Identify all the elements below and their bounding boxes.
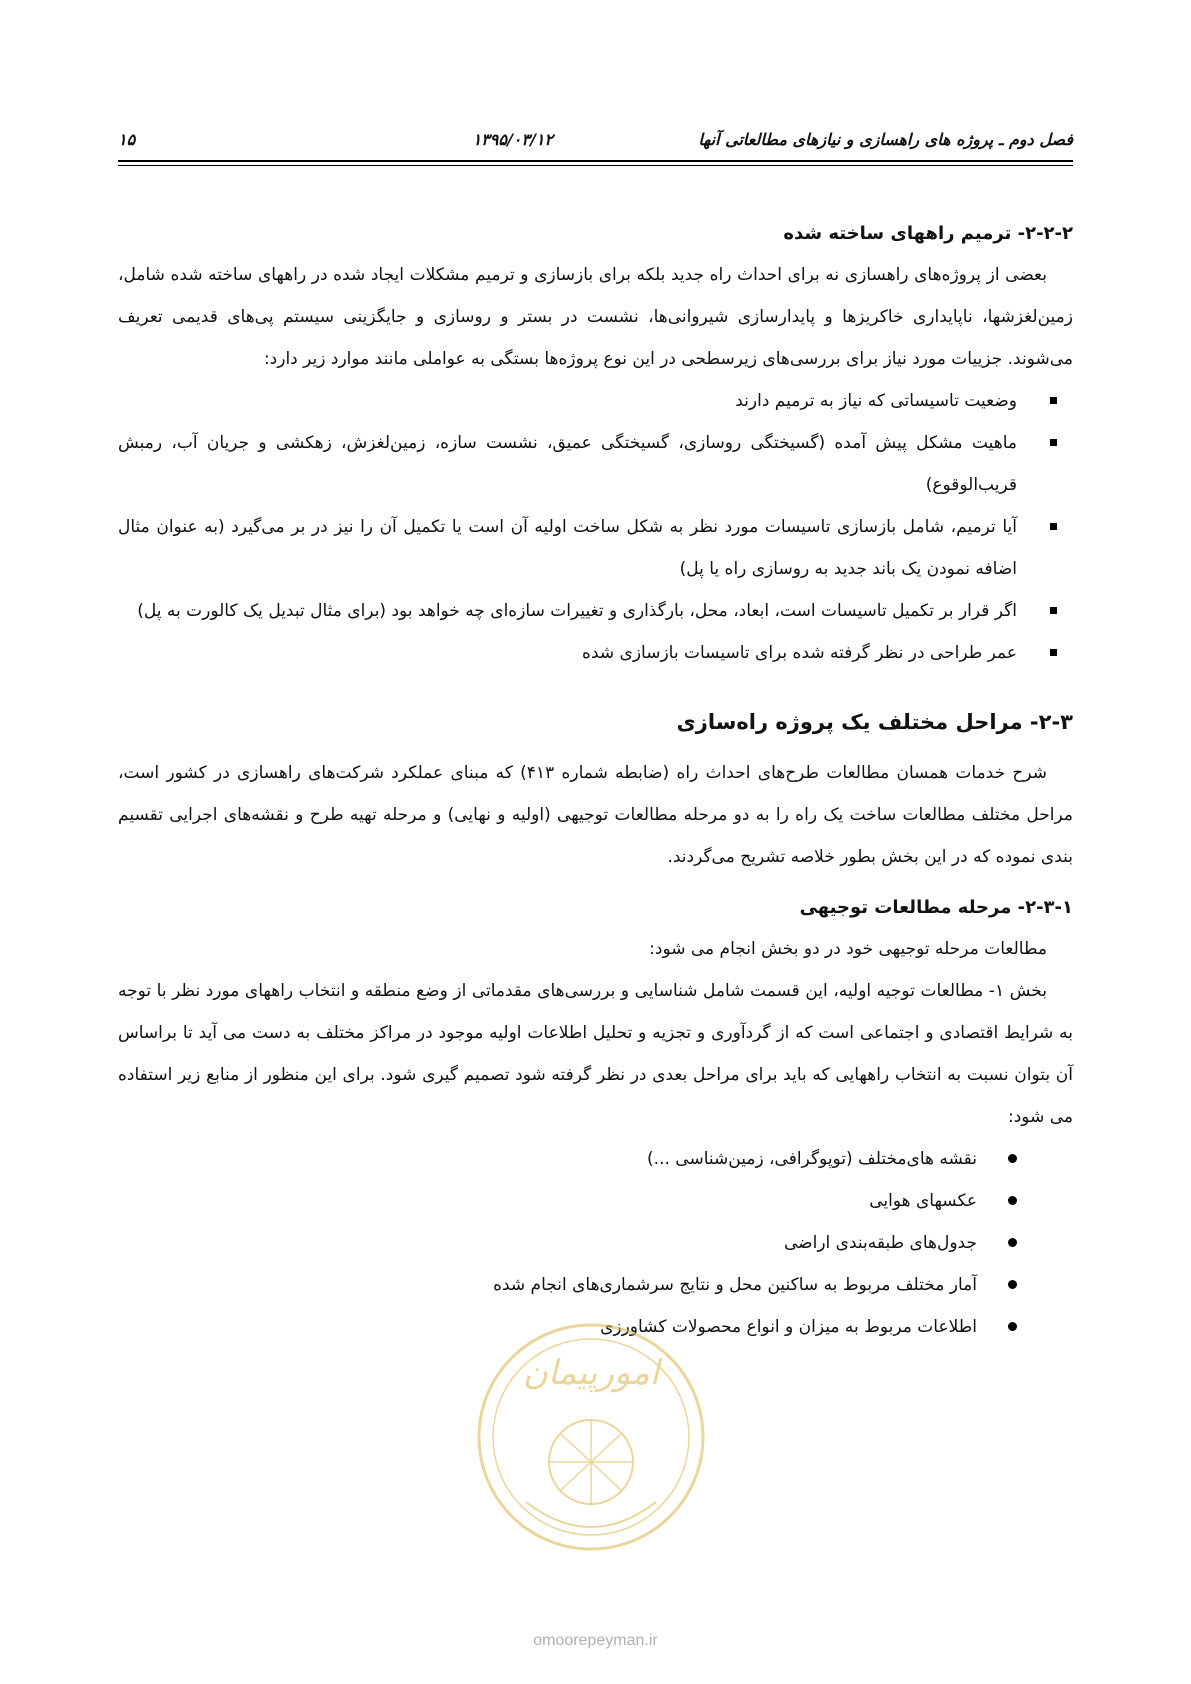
list-item: وضعیت تاسیساتی که نیاز به ترمیم دارند xyxy=(118,380,1073,422)
watermark-lettering: امورپیمان xyxy=(522,1353,660,1393)
page-number: ۱۵ xyxy=(118,130,136,149)
page-content xyxy=(118,214,1073,1348)
list-item: نقشه های‌مختلف (توپوگرافی، زمین‌شناسی ...) xyxy=(118,1138,1033,1180)
list-item: آیا ترمیم، شامل بازسازی تاسیسات مورد نظر به شکل ساخت اولیه آن است یا تکمیل آن را نیز در بر می‌گیرد (به عنوان مثال اضافه نمودن یک باند جدید به روسازی راه یا پل) xyxy=(118,506,1073,590)
list-item: اطلاعات مربوط به میزان و انواع محصولات کشاورزی xyxy=(118,1306,1033,1348)
header-rule-thin xyxy=(118,165,1073,166)
list-item: جدول‌های طبقه‌بندی اراضی xyxy=(118,1222,1033,1264)
header-date: ۱۳۹۵/۰۳/۱۲ xyxy=(472,130,553,149)
paragraph: مطالعات مرحله توجیهی خود در دو بخش انجام می شود: xyxy=(649,939,1047,959)
section-heading-2-3: ۲-۳- مراحل مختلف یک پروژه راه‌سازی xyxy=(676,710,1073,734)
paragraph: بعضی از پروژه‌های راهسازی نه برای احداث راه جدید بلکه برای بازسازی و ترمیم مشکلات ایجاد شده در راههای ساخته شده شامل، زمین‌لغزشها، ناپایداری خاکریزها و پایدارسازی شیروانی‌ها، نشست در بستر و روسازی و جایگزینی سیستم پی‌های قدیمی تعریف می‌شوند. جزییات مورد نیاز برای بررسی‌های زیرسطحی در این نوع پروژه‌ها بستگی به عواملی مانند موارد زیر دارد: xyxy=(118,265,1073,369)
paragraph: شرح خدمات همسان مطالعات طرح‌های احداث راه (ضابطه شماره ۴۱۳) که مبنای عملکرد شرکت‌های راهسازی در کشور است، مراحل مختلف مطالعات ساخت یک راه را به دو مرحله مطالعات توجیهی (اولیه و نهایی) و مرحله تهیه طرح و نقشه‌های اجرایی تقسیم بندی نموده که در این بخش بطور خلاصه تشریح می‌گردند. xyxy=(118,763,1073,867)
list-item: ماهیت مشکل پیش آمده (گسیختگی روسازی، گسیختگی عمیق، نشست سازه، زمین‌لغزش، زهکشی و جریان آب، رمبش قریب‌الوقوع) xyxy=(118,422,1073,506)
site-watermark: omoorepeyman.ir xyxy=(533,1632,658,1649)
list-item: عکسهای هوایی xyxy=(118,1180,1033,1222)
watermark-seal-icon xyxy=(466,1312,716,1582)
section-heading-2-3-1: ۲-۳-۱- مرحله مطالعات توجیهی xyxy=(799,897,1073,918)
list-item: اگر قرار بر تکمیل تاسیسات است، ابعاد، محل، بارگذاری و تغییرات سازه‌ای چه خواهد بود (برای مثال تبدیل یک کالورت به پل) xyxy=(118,590,1073,632)
square-bullet-list xyxy=(118,380,1073,674)
paragraph: بخش ۱- مطالعات توجیه اولیه، این قسمت شامل شناسایی و بررسی‌های مقدماتی از وضع منطقه و انتخاب راههای مورد نظر با توجه به شرایط اقتصادی و اجتماعی است که از گردآوری و تجزیه و تحلیل اطلاعات اولیه موجود در مراکز مختلف به دست می آید تا براساس آن بتوان نسبت به انتخاب راههایی که باید برای مراحل بعدی در نظر گرفته شود تصمیم گیری شود. برای این منظور از منابع زیر استفاده می شود: xyxy=(118,981,1073,1127)
chapter-title: فصل دوم ـ پروژه های راهسازی و نیازهای مطالعاتی آنها xyxy=(698,130,1073,149)
header-rule-thick xyxy=(118,160,1073,162)
running-header xyxy=(118,130,1073,156)
list-item: آمار مختلف مربوط به ساکنین محل و نتایج سرشماری‌های انجام شده xyxy=(118,1264,1033,1306)
section-heading-2-2-2: ۲-۲-۲- ترمیم راههای ساخته شده xyxy=(783,223,1073,244)
list-item: عمر طراحی در نظر گرفته شده برای تاسیسات بازسازی شده xyxy=(118,632,1073,674)
round-bullet-list xyxy=(118,1138,1033,1348)
